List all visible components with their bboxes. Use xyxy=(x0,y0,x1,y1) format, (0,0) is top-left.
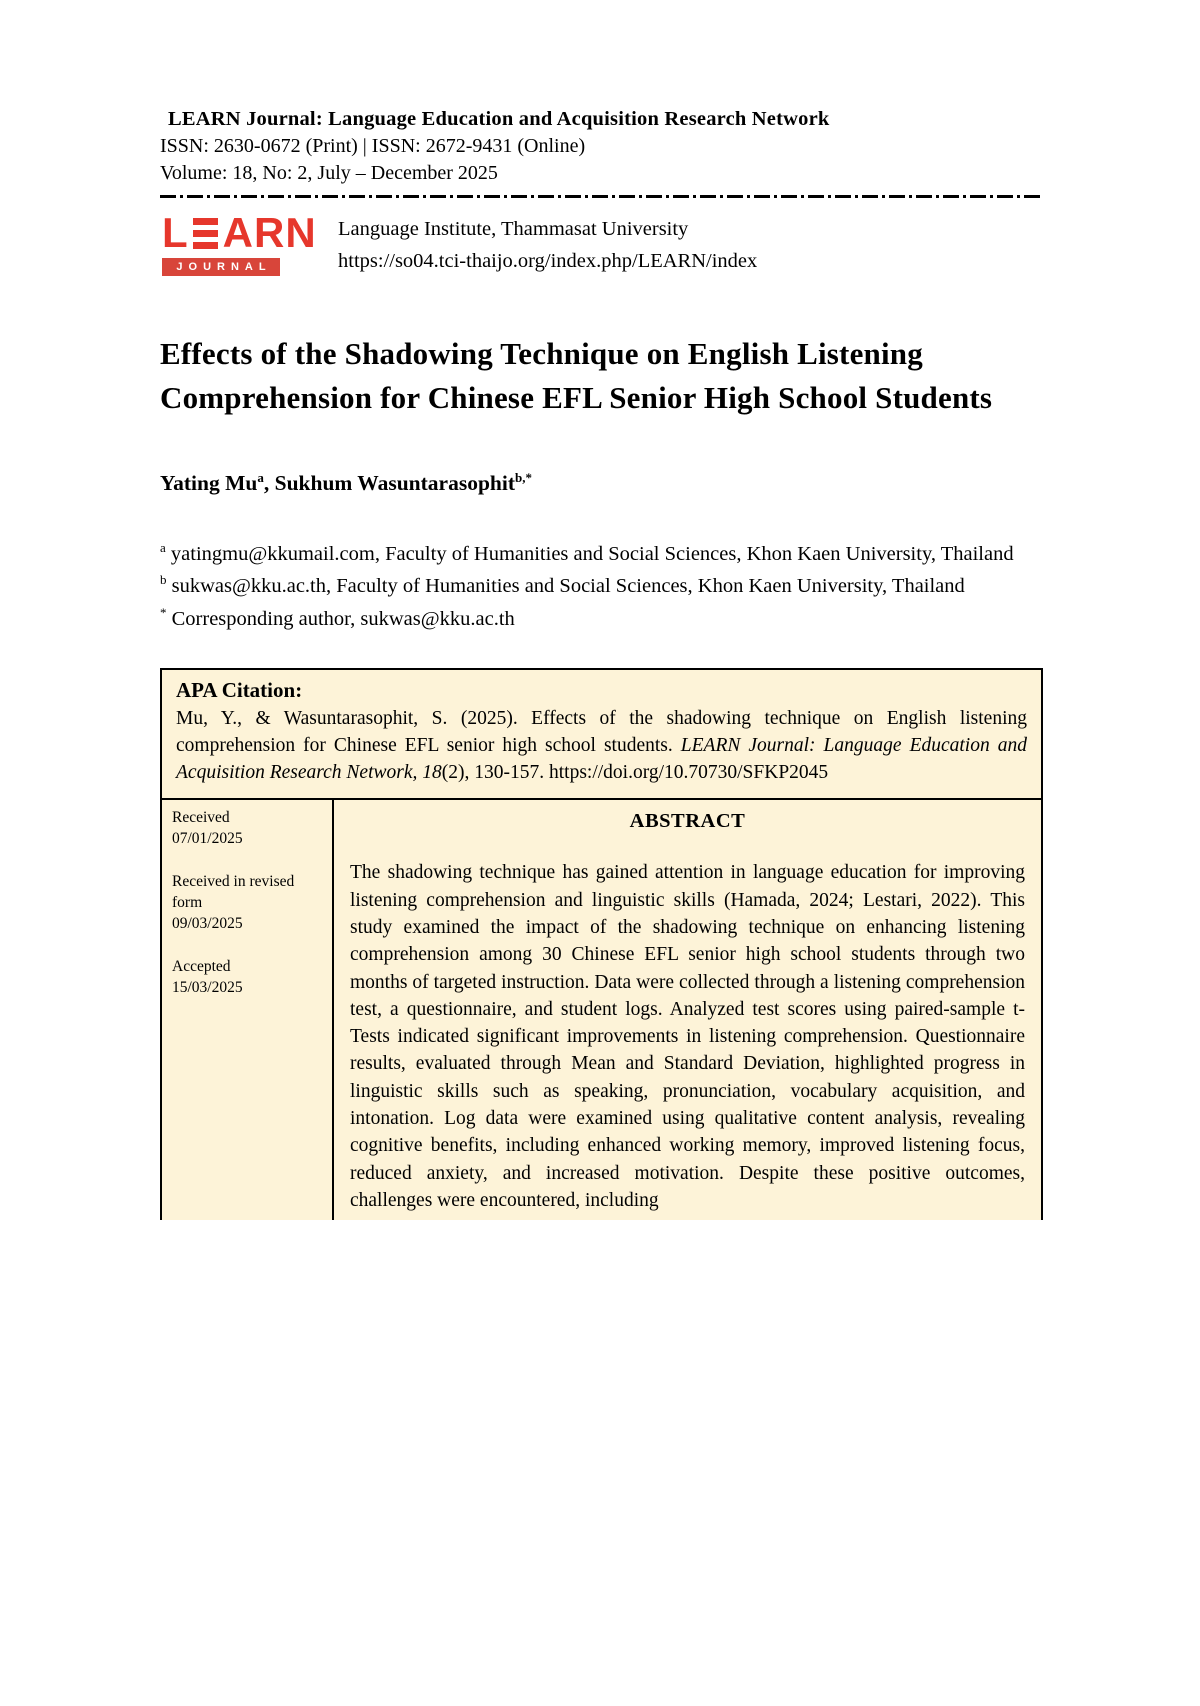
dates-cell xyxy=(162,800,334,1220)
corresponding-text: Corresponding author, sukwas@kku.ac.th xyxy=(166,607,515,630)
citation-abstract-table xyxy=(160,668,1043,1221)
accepted-label: Accepted xyxy=(172,958,231,975)
received-block xyxy=(172,808,322,850)
abstract-cell xyxy=(334,800,1041,1220)
learn-journal-logo-icon xyxy=(160,209,318,276)
meta-abstract-row xyxy=(162,800,1041,1220)
received-date: 07/01/2025 xyxy=(172,830,243,848)
institute-name: Language Institute, Thammasat University xyxy=(338,218,689,240)
abstract-heading: ABSTRACT xyxy=(629,810,746,833)
affiliation-a xyxy=(160,538,1043,571)
apa-citation-journal-italic: LEARN Journal: Language Education and Acquisition Research Network, 18 xyxy=(176,734,1027,784)
journal-url-link[interactable]: https://so04.tci-thaijo.org/index.php/LEARN/index xyxy=(338,249,758,272)
affiliation-a-text: yatingmu@kkumail.com, Faculty of Humanities and Social Sciences, Khon Kaen University, Thailand xyxy=(165,542,1014,565)
affiliation-b-superscript: b xyxy=(160,572,167,588)
volume-line: Volume: 18, No: 2, July – December 2025 xyxy=(160,162,498,184)
logo-wordmark xyxy=(162,209,318,256)
revised-date: 09/03/2025 xyxy=(172,915,243,933)
page-content xyxy=(160,108,1043,1220)
issn-line: ISSN: 2630-0672 (Print) | ISSN: 2672-9431 (Online) xyxy=(160,135,586,157)
abstract-text: The shadowing technique has gained attention in language education for improving listening comprehension and linguistic skills (Hamada, 2024; Lestari, 2022). This study examined the impact of the shadowing technique on enhancing listening comprehension among 30 Chinese EFL senior high school students through two months of targeted instruction. Data were collected through a listening comprehension test, a questionnaire, and student logs. Analyzed test scores using paired-sample t-Tests indicated significant improvements in listening comprehension. Questionnaire results, evaluated through Mean and Standard Deviation, highlighted progress in linguistic skills such as speaking, pronunciation, vocabulary acquisition, and intonation. Log data were examined using qualitative content analysis, revealing cognitive benefits, including enhanced working memory, improved listening focus, reduced anxiety, and increased motivation. Despite these positive outcomes, challenges were encountered, including xyxy=(350,862,1025,1211)
dashed-divider xyxy=(160,195,1043,198)
affiliation-b xyxy=(160,570,1043,603)
apa-citation-part2: (2), 130-157. https://doi.org/10.70730/SFKP2045 xyxy=(441,762,829,784)
affiliation-a-superscript: a xyxy=(160,539,166,555)
apa-citation-part1: Mu, Y., & Wasuntarasophit, S. (2025). Effects of the shadowing technique on English listening comprehension for Chinese EFL senior high school students. xyxy=(176,707,1027,756)
revised-block xyxy=(172,872,322,935)
apa-citation-cell xyxy=(162,670,1041,801)
author-1-name: Yating Mu xyxy=(160,470,258,495)
apa-citation-label: APA Citation: xyxy=(176,677,303,702)
accepted-date: 15/03/2025 xyxy=(172,978,243,996)
logo-row xyxy=(160,209,1043,278)
article-title: Effects of the Shadowing Technique on English Listening Comprehension for Chinese EFL Senior High School Students xyxy=(160,335,993,415)
apa-citation-text xyxy=(176,705,1027,787)
logo-journal-banner: JOURNAL xyxy=(162,258,280,276)
affiliations-block xyxy=(160,538,1043,636)
logo-letters-arn: ARN xyxy=(222,209,317,256)
author-1-superscript: a xyxy=(257,469,264,485)
institute-block xyxy=(338,212,757,278)
received-label: Received xyxy=(172,809,230,827)
corresponding-author-line xyxy=(160,603,1043,636)
affiliation-b-text: sukwas@kku.ac.th, Faculty of Humanities and Social Sciences, Khon Kaen University, Thailand xyxy=(166,575,965,598)
authors-line xyxy=(160,470,1043,496)
revised-label: Received in revised form xyxy=(172,873,295,912)
journal-title: LEARN Journal: Language Education and Acquisition Research Network xyxy=(168,108,830,130)
logo-e-bars-icon xyxy=(193,218,218,249)
logo-letter-l: L xyxy=(162,209,189,256)
author-separator: , xyxy=(263,470,275,495)
author-2-superscript: b,* xyxy=(515,469,532,485)
author-2-name: Sukhum Wasuntarasophit xyxy=(274,470,516,495)
accepted-block xyxy=(172,957,322,999)
corresponding-superscript: * xyxy=(160,604,167,620)
